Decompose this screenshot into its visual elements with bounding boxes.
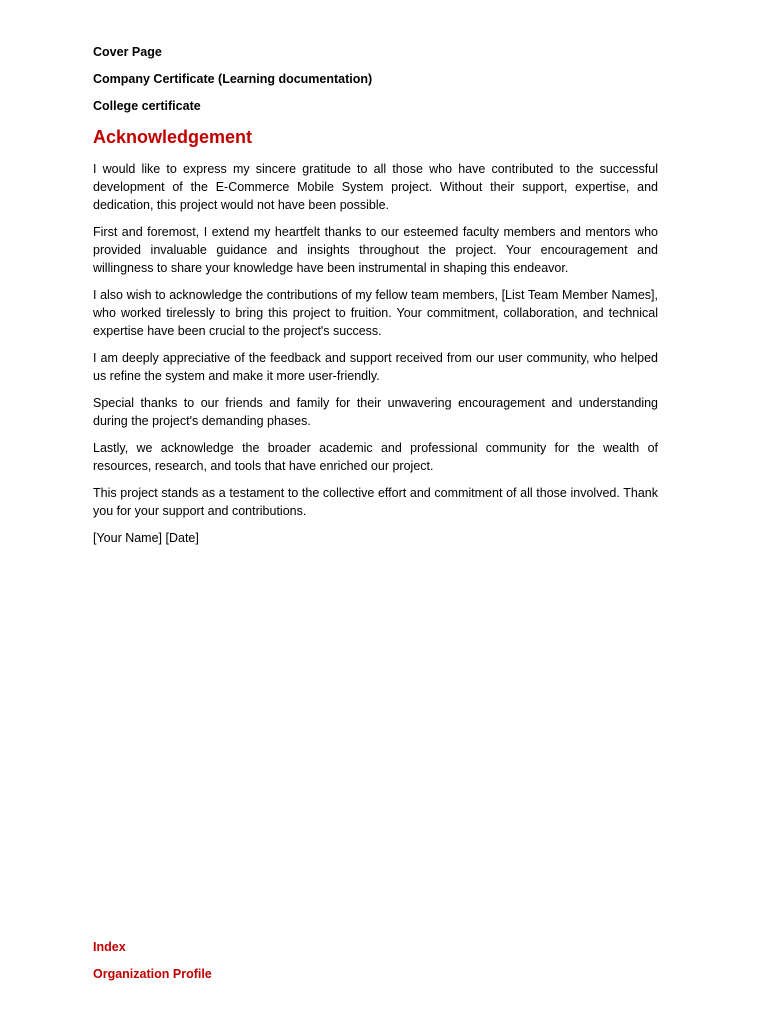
acknowledgement-paragraph: I would like to express my sincere gratitude to all those who have contributed to the successful development of the E-Commerce Mobile System project. Without their support, expertise, and dedication, this project would not have been possible. <box>93 162 658 212</box>
signature-line: [Your Name] [Date] <box>93 531 199 545</box>
acknowledgement-paragraph: Special thanks to our friends and family for their unwavering encouragement and understanding during the project's demanding phases. <box>93 396 658 428</box>
acknowledgement-paragraph: This project stands as a testament to the collective effort and commitment of all those involved. Thank you for your support and contributions. <box>93 486 658 518</box>
acknowledgement-heading: Acknowledgement <box>93 127 253 147</box>
company-certificate-label: Company Certificate (Learning documentation) <box>93 72 373 86</box>
acknowledgement-paragraph: First and foremost, I extend my heartfelt thanks to our esteemed faculty members and mentors who provided invaluable guidance and insights throughout the project. Your encouragement and willingness to share your knowledge have been instrumental in shaping this endeavor. <box>93 225 658 275</box>
college-certificate-label: College certificate <box>93 99 201 113</box>
organization-profile-heading: Organization Profile <box>93 967 212 981</box>
acknowledgement-paragraph: Lastly, we acknowledge the broader academic and professional community for the wealth of resources, research, and tools that have enriched our project. <box>93 441 658 473</box>
acknowledgement-body <box>93 160 658 556</box>
index-heading: Index <box>93 940 126 954</box>
cover-page-label: Cover Page <box>93 45 162 59</box>
acknowledgement-paragraph: I also wish to acknowledge the contributions of my fellow team members, [List Team Member Names], who worked tirelessly to bring this project to fruition. Your commitment, collaboration, and technical expertise have been crucial to the project's success. <box>93 288 658 338</box>
acknowledgement-paragraph: I am deeply appreciative of the feedback and support received from our user community, who helped us refine the system and make it more user-friendly. <box>93 351 658 383</box>
